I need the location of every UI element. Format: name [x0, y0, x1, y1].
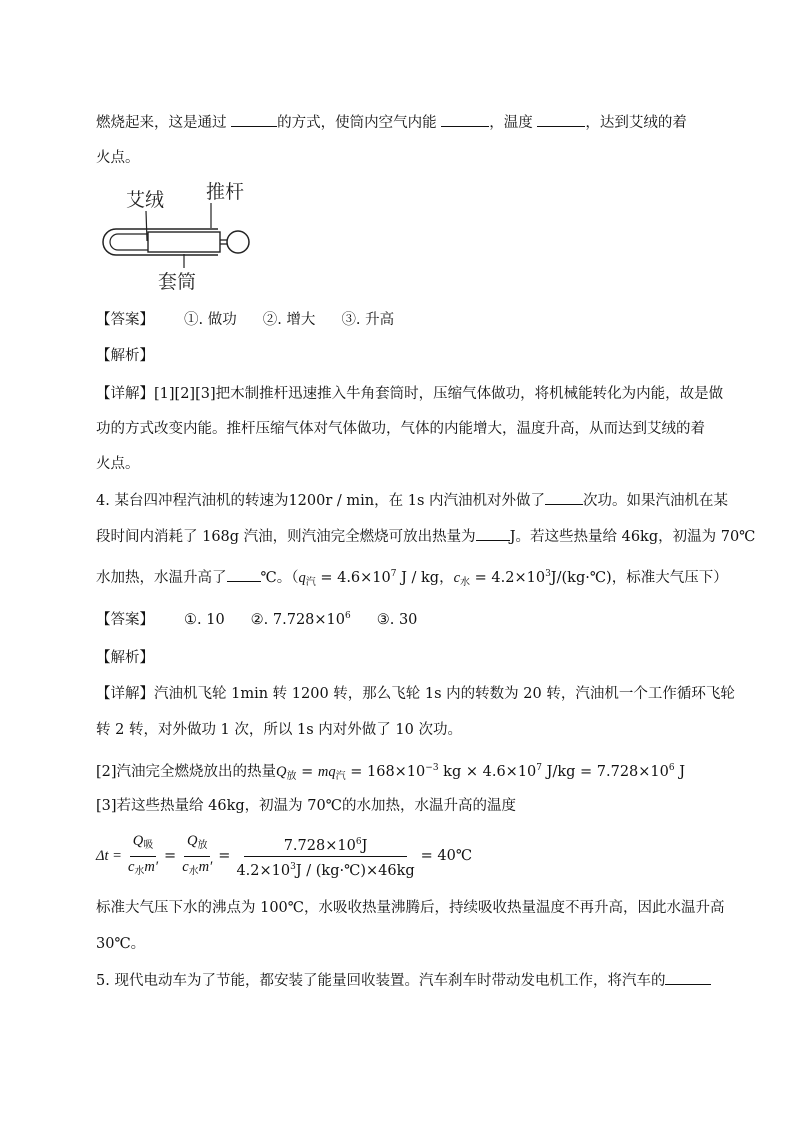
q-unit: J / kg，: [396, 570, 454, 586]
q4-equation: [96, 830, 472, 882]
sleeve-body: [148, 232, 220, 252]
c-sub: 水: [460, 577, 471, 588]
q4-answer-row: [96, 606, 443, 630]
frac3-den: [233, 857, 417, 880]
q4-line1: [96, 490, 728, 511]
q4-line2: [96, 526, 755, 547]
eq-sign-2: =: [218, 848, 231, 864]
answer-tag: 【答案】: [96, 612, 154, 628]
step2-Q: Q: [276, 764, 287, 780]
frac2-c: c: [182, 858, 189, 875]
frac2-den: [179, 857, 215, 881]
q-exp: 7: [390, 569, 397, 579]
q5-blank-1[interactable]: [665, 970, 711, 985]
frac2-c-sub: 水: [188, 865, 199, 877]
frac1-den: [125, 857, 161, 881]
frac2-Q: Q: [187, 832, 198, 849]
q4-text-a: 4. 某台四冲程汽油机的转速为1200r / min，在 1s 内汽油机对外做了: [96, 493, 545, 509]
q3-text-c: ，温度: [489, 115, 538, 131]
q4-text-c: 段时间内消耗了 168g 汽油，则汽油完全燃烧可放出热量为: [96, 529, 476, 545]
q5-text: 5. 现代电动车为了节能，都安装了能量回收装置。汽车刹车时带动发电机工作，将汽车的: [96, 973, 666, 989]
q4-answer-3: ③. 30: [376, 612, 418, 628]
step2-val-2: kg × 4.6×10: [438, 764, 537, 780]
q3-line2: 火点。: [96, 150, 140, 166]
q3-text-a: 燃烧起来，这是通过: [96, 115, 232, 131]
q3-text-d: ，达到艾绒的着: [585, 115, 687, 131]
eq-result: = 40℃: [420, 848, 473, 864]
frac1-m: m′: [144, 858, 159, 875]
q4-step3: [3]若这些热量给 46kg，初温为 70℃的水加热，水温升高的温度: [96, 798, 516, 814]
q4-answer-2: [251, 606, 351, 630]
frac3-den-unit: J / (kg·℃)×46kg: [295, 862, 415, 879]
q-sub: 汽: [305, 577, 316, 588]
q3-blank-1[interactable]: [231, 112, 277, 127]
q4-blank-2[interactable]: [476, 526, 510, 541]
frac1-c: c: [127, 858, 135, 875]
step2-text: [2]汽油完全燃烧放出的热量: [96, 764, 277, 780]
q4-blank-3[interactable]: [227, 567, 261, 582]
frac3-den-exp: 3: [290, 861, 296, 872]
frac3-num: [244, 833, 408, 857]
frac1-Q: Q: [132, 832, 144, 849]
frac3-num-val: 7.728×10: [283, 837, 356, 854]
frac2-num: [184, 832, 210, 857]
q4-answer-2-base: ②. 7.728×10: [250, 612, 345, 628]
q4-text-f: ℃。（: [260, 570, 299, 586]
q4-detail-1: 【详解】汽油机飞轮 1min 转 1200 转，那么飞轮 1s 内的转数为 20 转，汽油机一个工作循环飞轮: [96, 686, 735, 702]
q-symbol: q: [298, 570, 306, 586]
c-symbol: c: [453, 570, 461, 586]
eq-sign-1: =: [164, 848, 177, 864]
q3-analysis-tag: 【解析】: [96, 348, 154, 364]
frac2-m: m′: [198, 858, 213, 875]
q4-text-d: J。若这些热量给 46kg，初温为 70℃: [509, 529, 756, 545]
q3-answer-1: ①. 做功: [184, 312, 237, 328]
q4-conclusion-2: 30℃。: [96, 936, 146, 952]
q4-line3: [96, 564, 728, 593]
answer-tag: 【答案】: [96, 312, 154, 328]
frac2-Q-sub: 放: [197, 839, 208, 851]
label-airong: 艾绒: [126, 189, 165, 211]
step2-mq-sub: 汽: [335, 771, 346, 782]
q4-text-e: 水加热，水温升高了: [96, 570, 227, 586]
label-taotong: 套筒: [158, 271, 197, 293]
q4-answer-2-exp: 6: [345, 611, 351, 621]
step2-eq: =: [296, 764, 318, 780]
pointer-airong: [146, 211, 147, 241]
q3-detail-1: 【详解】[1][2][3]把木制推杆迅速推入牛角套筒时，压缩气体做功，将机械能转化为内能，故是做: [96, 386, 724, 402]
step2-val-1: = 168×10: [345, 764, 426, 780]
q4-step2: [96, 758, 685, 787]
c-unit: J/(kg·℃)，标准大气压下）: [550, 570, 728, 586]
q3-detail-3: 火点。: [96, 456, 140, 472]
frac3-num-exp: 6: [355, 836, 362, 847]
q3-answer-row: [96, 310, 420, 330]
step2-exp-3: 6: [668, 763, 675, 773]
frac3-num-unit: J: [361, 837, 368, 854]
q4-conclusion-1: 标准大气压下水的沸点为 100℃，水吸收热量沸腾后，持续吸收热量温度不再升高，因此水温升高: [96, 900, 725, 916]
q4-analysis-tag: 【解析】: [96, 650, 154, 666]
push-knob: [227, 231, 249, 253]
q4-text-b: 次功。如果汽油机在某: [583, 493, 728, 509]
step2-unit: J: [674, 764, 686, 780]
label-tuigan: 推杆: [206, 181, 245, 203]
q3-blank-2[interactable]: [441, 112, 489, 127]
q3-line1: [96, 112, 687, 133]
step2-exp-2: 7: [536, 763, 543, 773]
frac1-c-sub: 水: [134, 865, 145, 877]
step2-val-3: J/kg = 7.728×10: [542, 764, 669, 780]
q-value: = 4.6×10: [315, 570, 391, 586]
q3-blank-3[interactable]: [537, 112, 585, 127]
q5-line1: [96, 970, 711, 991]
q4-detail-2: 转 2 转，对外做功 1 次，所以 1s 内对外做了 10 次功。: [96, 722, 462, 738]
frac3-den-val: 4.2×10: [236, 862, 291, 879]
frac1-Q-sub: 吸: [143, 839, 154, 851]
fire-piston-figure: [96, 176, 256, 296]
q3-answer-2: ②. 增大: [262, 312, 316, 328]
step2-mq: mq: [317, 764, 336, 780]
step2-exp-1: −3: [425, 763, 439, 773]
q3-detail-2: 功的方式改变内能。推杆压缩气体对气体做功，气体的内能增大，温度升高，从而达到艾绒的着: [96, 421, 705, 437]
c-value: = 4.2×10: [470, 570, 546, 586]
frac1-num: [130, 832, 156, 857]
eq-lhs: Δt =: [96, 848, 122, 864]
q4-blank-1[interactable]: [545, 490, 583, 505]
eq-fraction-1: [125, 832, 161, 881]
q3-text-b: 的方式，使筒内空气内能: [277, 115, 442, 131]
step2-Q-sub: 放: [286, 771, 297, 782]
q3-answer-3: ③. 升高: [341, 312, 395, 328]
q4-answer-1: ①. 10: [184, 612, 225, 628]
c-exp: 3: [545, 569, 551, 579]
eq-fraction-3: [233, 833, 417, 880]
eq-fraction-2: [179, 832, 215, 881]
